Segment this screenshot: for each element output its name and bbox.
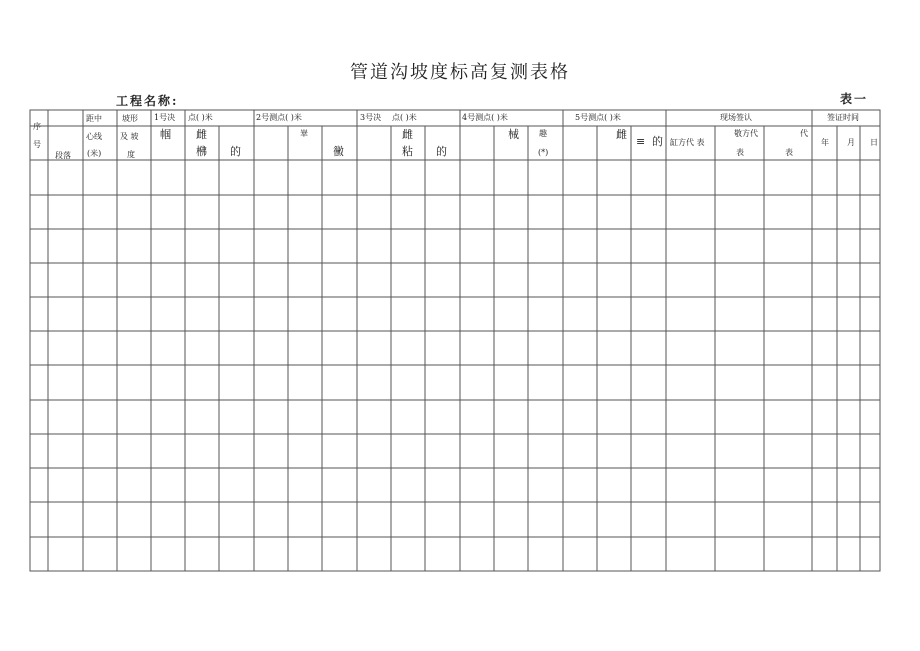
header-year: 年	[821, 138, 829, 147]
header-slope-3: 度	[127, 150, 135, 159]
header-glyph-3: 梻	[196, 145, 207, 158]
header-seq-2: 号	[33, 140, 41, 149]
header-point-4: 4号测点( )米	[462, 113, 508, 122]
header-glyph-9: 的	[436, 145, 447, 158]
header-distance-2: 心线	[86, 132, 102, 141]
header-glyph-5: 崋	[300, 129, 308, 138]
header-point-1-tail: 点( )米	[188, 113, 213, 122]
header-seq-1: 序	[33, 122, 41, 131]
header-glyph-6: 黴	[333, 145, 344, 158]
header-glyph-14: ≡	[636, 135, 646, 148]
header-rep-b-1: 敬方代	[734, 129, 758, 138]
header-glyph-2: 雌	[196, 128, 207, 141]
header-rep-a: 缸方代 表	[670, 138, 705, 147]
header-point-2: 2号测点( )米	[256, 113, 302, 122]
header-onsite-sign: 现场签认	[720, 113, 752, 122]
header-glyph-8: 粘	[402, 145, 413, 158]
header-glyph-4: 的	[230, 145, 241, 158]
header-point-1: 1号决	[154, 113, 176, 122]
project-name-label: 工程名称:	[116, 94, 179, 108]
header-glyph-13: 雌	[616, 128, 627, 141]
header-section: 段落	[55, 151, 71, 160]
header-point-3-tail: 点( )米	[392, 113, 417, 122]
header-rep-c-1: 代	[800, 129, 808, 138]
header-glyph-1: 帼	[160, 128, 171, 141]
header-rep-c-2: 表	[785, 148, 793, 157]
header-point-5: 5号测点( )米	[575, 113, 621, 122]
header-glyph-7: 雌	[402, 128, 413, 141]
header-rep-b-2: 表	[736, 148, 744, 157]
header-glyph-15: 的	[652, 135, 663, 148]
page-title: 管道沟坡度标高复测表格	[350, 62, 570, 83]
header-month: 月	[847, 138, 855, 147]
header-distance-1: 距中	[86, 114, 102, 123]
header-slope-2: 及 坡	[120, 132, 139, 141]
header-sign-time: 签证时间	[827, 113, 859, 122]
header-glyph-10: 械	[508, 128, 519, 141]
header-glyph-11: 趣	[539, 129, 547, 138]
header-distance-3: (米)	[87, 149, 102, 158]
header-glyph-12: (*)	[538, 148, 549, 157]
header-point-3: 3号决	[360, 113, 382, 122]
header-slope-1: 坡形	[122, 114, 138, 123]
table-number: 表一	[840, 92, 869, 106]
header-day: 日	[870, 138, 878, 147]
